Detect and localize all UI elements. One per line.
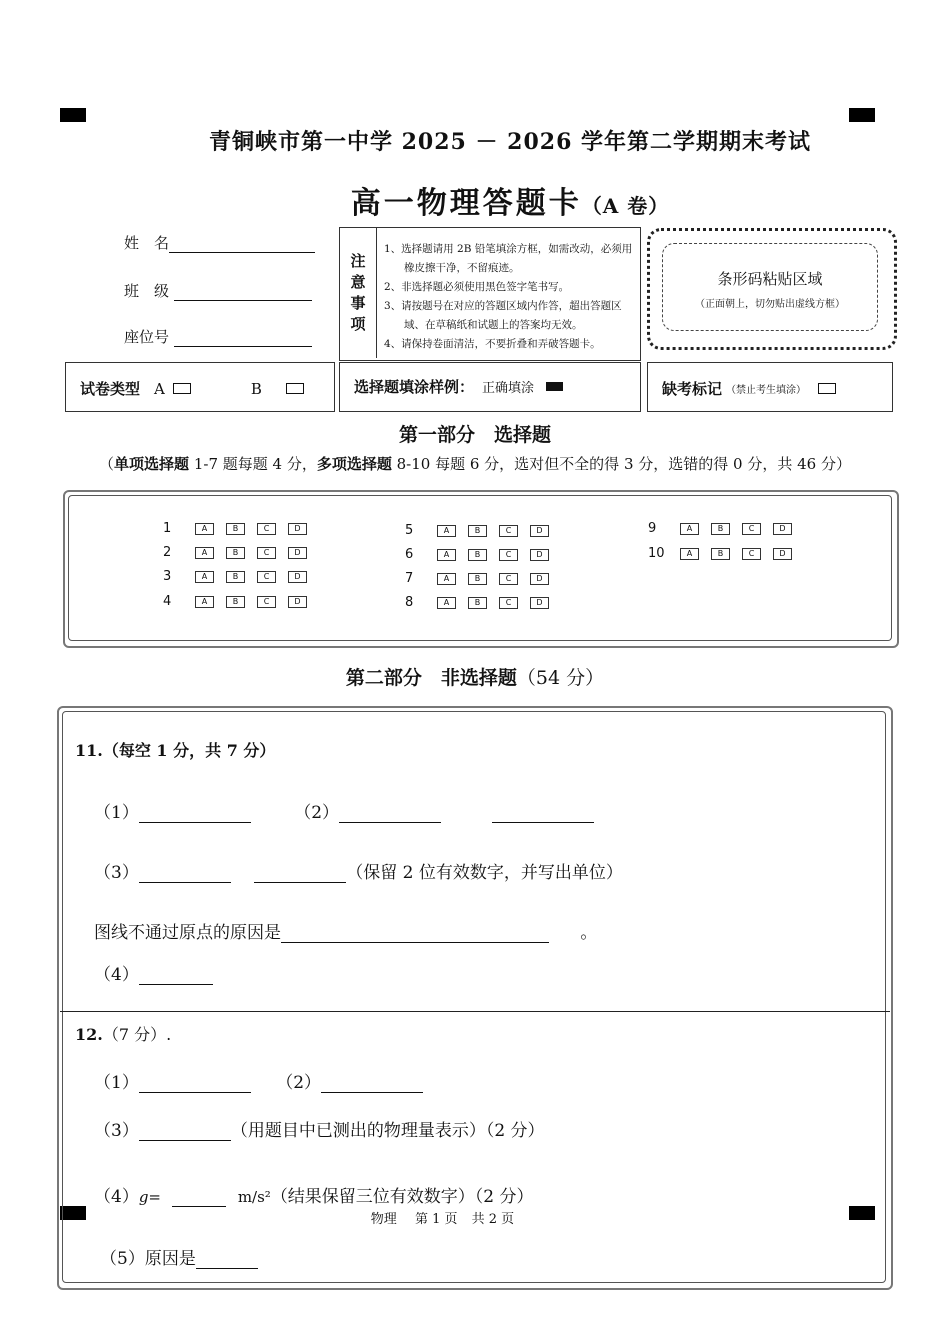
option-box-b[interactable]: B [226,547,245,559]
notice-list [384,240,634,354]
part1-title: 第一部分 选择题 [398,424,551,446]
seat-field[interactable] [124,326,312,347]
option-box-d[interactable]: D [530,525,549,537]
q11-blank3-note: （保留 2 位有效数字，并写出单位） [346,863,623,883]
option-box-d[interactable]: D [530,597,549,609]
option-box-d[interactable]: D [773,548,792,560]
absent-mark-row [662,378,836,399]
q11-blank3-label: （3） [94,863,139,883]
question-number: 3 [163,569,172,584]
notice-char: 事 [350,294,366,312]
q11-reason-end: 。 [580,923,598,943]
choice-question-row [405,523,561,538]
card-version: （A 卷） [581,194,670,218]
answer-card-title [0,178,950,222]
option-box-a[interactable]: A [195,523,214,535]
q11-reason-row [94,918,597,943]
option-box-d[interactable]: D [530,573,549,585]
option-box-b[interactable]: B [711,548,730,560]
question-number: 6 [405,547,414,562]
choice-question-row [405,547,561,562]
question-number: 9 [648,521,657,536]
part1-instructions [0,453,950,474]
option-box-b[interactable]: B [711,523,730,535]
paper-type-row [80,378,304,399]
option-box-c[interactable]: C [257,596,276,608]
class-line[interactable] [174,300,312,301]
q11-row1 [94,798,594,823]
name-line[interactable] [169,252,315,253]
notice-label [340,228,377,358]
paper-type-b-label: B [250,379,262,398]
q11-heading [75,738,275,761]
part2-score: （54 分） [516,667,605,689]
q11-blank4-line[interactable] [139,984,213,985]
barcode-subtitle: （正面朝上，切勿贴出虚线方框） [695,299,845,310]
question-number: 2 [163,545,172,560]
option-box-b[interactable]: B [468,597,487,609]
part2-heading [0,663,950,690]
q12-g-symbol: g= [138,1188,161,1206]
option-box-d[interactable]: D [288,571,307,583]
q11-number: 11. [75,741,103,760]
q12-blank3-label: （3） [94,1121,139,1141]
option-box-a[interactable]: A [437,525,456,537]
question-number: 8 [405,595,414,610]
option-box-b[interactable]: B [226,596,245,608]
option-box-a[interactable]: A [680,523,699,535]
class-label: 班 级 [124,282,170,300]
q11-blank2b-line[interactable] [492,822,594,823]
option-box-d[interactable]: D [288,547,307,559]
option-box-a[interactable]: A [195,547,214,559]
page-footer [0,1208,885,1227]
option-box-c[interactable]: C [257,571,276,583]
instruction-text: （ [99,455,115,473]
absent-checkbox[interactable] [818,383,836,394]
choice-question-row [163,594,319,609]
q11-score: （每空 1 分，共 7 分） [102,741,276,760]
q11-row4 [94,960,213,985]
option-box-c[interactable]: C [499,525,518,537]
barcode-title: 条形码粘贴区域 [717,270,823,288]
q11-reason-label: 图线不通过原点的原因是 [94,923,281,943]
question-number: 5 [405,523,414,538]
instruction-text: 8-10 每题 6 分，选对但不全的得 3 分，选错的得 0 分，共 46 分） [391,455,851,473]
instruction-text: 1-7 题每题 4 分， [189,455,317,473]
option-box-b[interactable]: B [226,523,245,535]
seat-label: 座位号 [124,328,170,346]
q11-blank2-label: （2） [294,803,340,823]
filled-box-sample [546,382,563,391]
q12-blank4-label: （4） [94,1187,139,1207]
q11-blank3-line[interactable] [139,882,231,883]
footer-subject: 物理 [370,1212,397,1227]
part2-title: 第二部分 非选择题 [345,667,517,689]
option-box-a[interactable]: A [680,548,699,560]
option-box-b[interactable]: B [468,549,487,561]
q12-row1 [94,1068,423,1093]
seat-line[interactable] [174,346,312,347]
option-box-b[interactable]: B [468,573,487,585]
school-exam-title: 青铜峡市第一中学 2025 － 2026 学年第二学期期末考试 [208,129,812,155]
notice-item: 1、选择题请用 2B 铅笔填涂方框，如需改动，必须用橡皮擦干净，不留痕迹。 [384,243,633,274]
q12-score: （7 分）. [102,1025,172,1044]
q11-blank3b-line[interactable] [254,882,346,883]
option-box-c[interactable]: C [499,597,518,609]
notice-char: 注 [350,252,366,270]
q12-blank4-note: （结果保留三位有效数字）（2 分） [270,1187,534,1207]
option-box-c[interactable]: C [257,547,276,559]
instruction-emphasis: 多项选择题 [316,455,392,473]
notice-item: 2、非选择题必须使用黑色签字笔书写。 [384,281,570,293]
choice-question-row [163,545,319,560]
option-box-d[interactable]: D [288,596,307,608]
question-number: 10 [648,546,665,561]
alignment-mark-top-left [60,108,86,122]
notice-char: 意 [350,273,366,291]
option-box-a[interactable]: A [437,597,456,609]
option-box-a[interactable]: A [195,571,214,583]
name-field[interactable] [124,232,315,253]
class-field[interactable] [124,280,312,301]
option-box-c[interactable]: C [257,523,276,535]
q12-blank4-unit: m/s² [237,1188,271,1206]
q12-row5 [100,1244,258,1269]
q12-blank1-line[interactable] [139,1092,251,1093]
fill-example-row [354,376,563,397]
paper-type-b-box[interactable] [286,383,304,394]
option-box-b[interactable]: B [226,571,245,583]
absent-note: （禁止考生填涂） [726,385,807,396]
option-box-a[interactable]: A [437,573,456,585]
footer-page: 第 1 页 [414,1212,458,1227]
paper-type-a-box[interactable] [173,383,191,394]
absent-label: 缺考标记 [662,380,723,398]
fill-example-label: 选择题填涂样例： [354,378,475,396]
option-box-d[interactable]: D [773,523,792,535]
q11-row3 [94,858,623,883]
question-number: 4 [163,594,172,609]
notice-item: 4、请保持卷面清洁，不要折叠和弄破答题卡。 [384,338,601,350]
q11-q12-divider [60,1011,890,1012]
option-box-c[interactable]: C [742,523,761,535]
paper-type-a-label: A [154,379,165,398]
name-label: 姓 名 [124,234,170,252]
barcode-area [662,243,878,331]
instruction-emphasis: 单项选择题 [114,455,190,473]
option-box-c[interactable]: C [499,573,518,585]
q12-blank2-label: （2） [276,1073,322,1093]
q12-row3 [94,1116,545,1141]
paper-type-label: 试卷类型 [80,380,141,398]
card-title-text: 高一物理答题卡 [350,186,582,221]
q11-blank2-line[interactable] [339,822,441,823]
q11-blank1-label: （1） [94,803,139,823]
q11-reason-line[interactable] [281,942,549,943]
choice-question-row [405,571,561,586]
q12-blank5-label: （5）原因是 [100,1249,196,1269]
option-box-c[interactable]: C [742,548,761,560]
choice-question-row [163,569,319,584]
alignment-mark-top-right [849,108,875,122]
choice-question-row [648,546,804,561]
choice-area-inner-frame [68,495,892,641]
choice-question-row [648,521,804,536]
q12-blank3-note: （用题目中已测出的物理量表示）（2 分） [230,1121,545,1141]
q12-blank1-label: （1） [94,1073,139,1093]
option-box-a[interactable]: A [437,549,456,561]
option-box-c[interactable]: C [499,549,518,561]
option-box-a[interactable]: A [195,596,214,608]
footer-total: 共 2 页 [471,1212,515,1227]
correct-fill-label: 正确填涂 [482,381,535,396]
q12-row4 [94,1182,534,1207]
question-number: 7 [405,571,414,586]
q12-blank3-line[interactable] [139,1140,231,1141]
option-box-d[interactable]: D [530,549,549,561]
choice-question-row [405,595,561,610]
option-box-b[interactable]: B [468,525,487,537]
q11-blank1-line[interactable] [139,822,251,823]
q12-blank5-line[interactable] [196,1268,258,1269]
question-number: 1 [163,521,172,536]
q12-number: 12. [75,1025,103,1044]
q11-blank4-label: （4） [94,965,139,985]
q12-blank4-line[interactable] [172,1206,226,1207]
notice-item: 3、请按题号在对应的答题区域内作答，超出答题区域、在草稿纸和试题上的答案均无效。 [384,300,622,331]
q12-blank2-line[interactable] [321,1092,423,1093]
choice-question-row [163,521,319,536]
notice-char: 项 [350,315,366,333]
option-box-d[interactable]: D [288,523,307,535]
q12-heading [75,1022,171,1045]
